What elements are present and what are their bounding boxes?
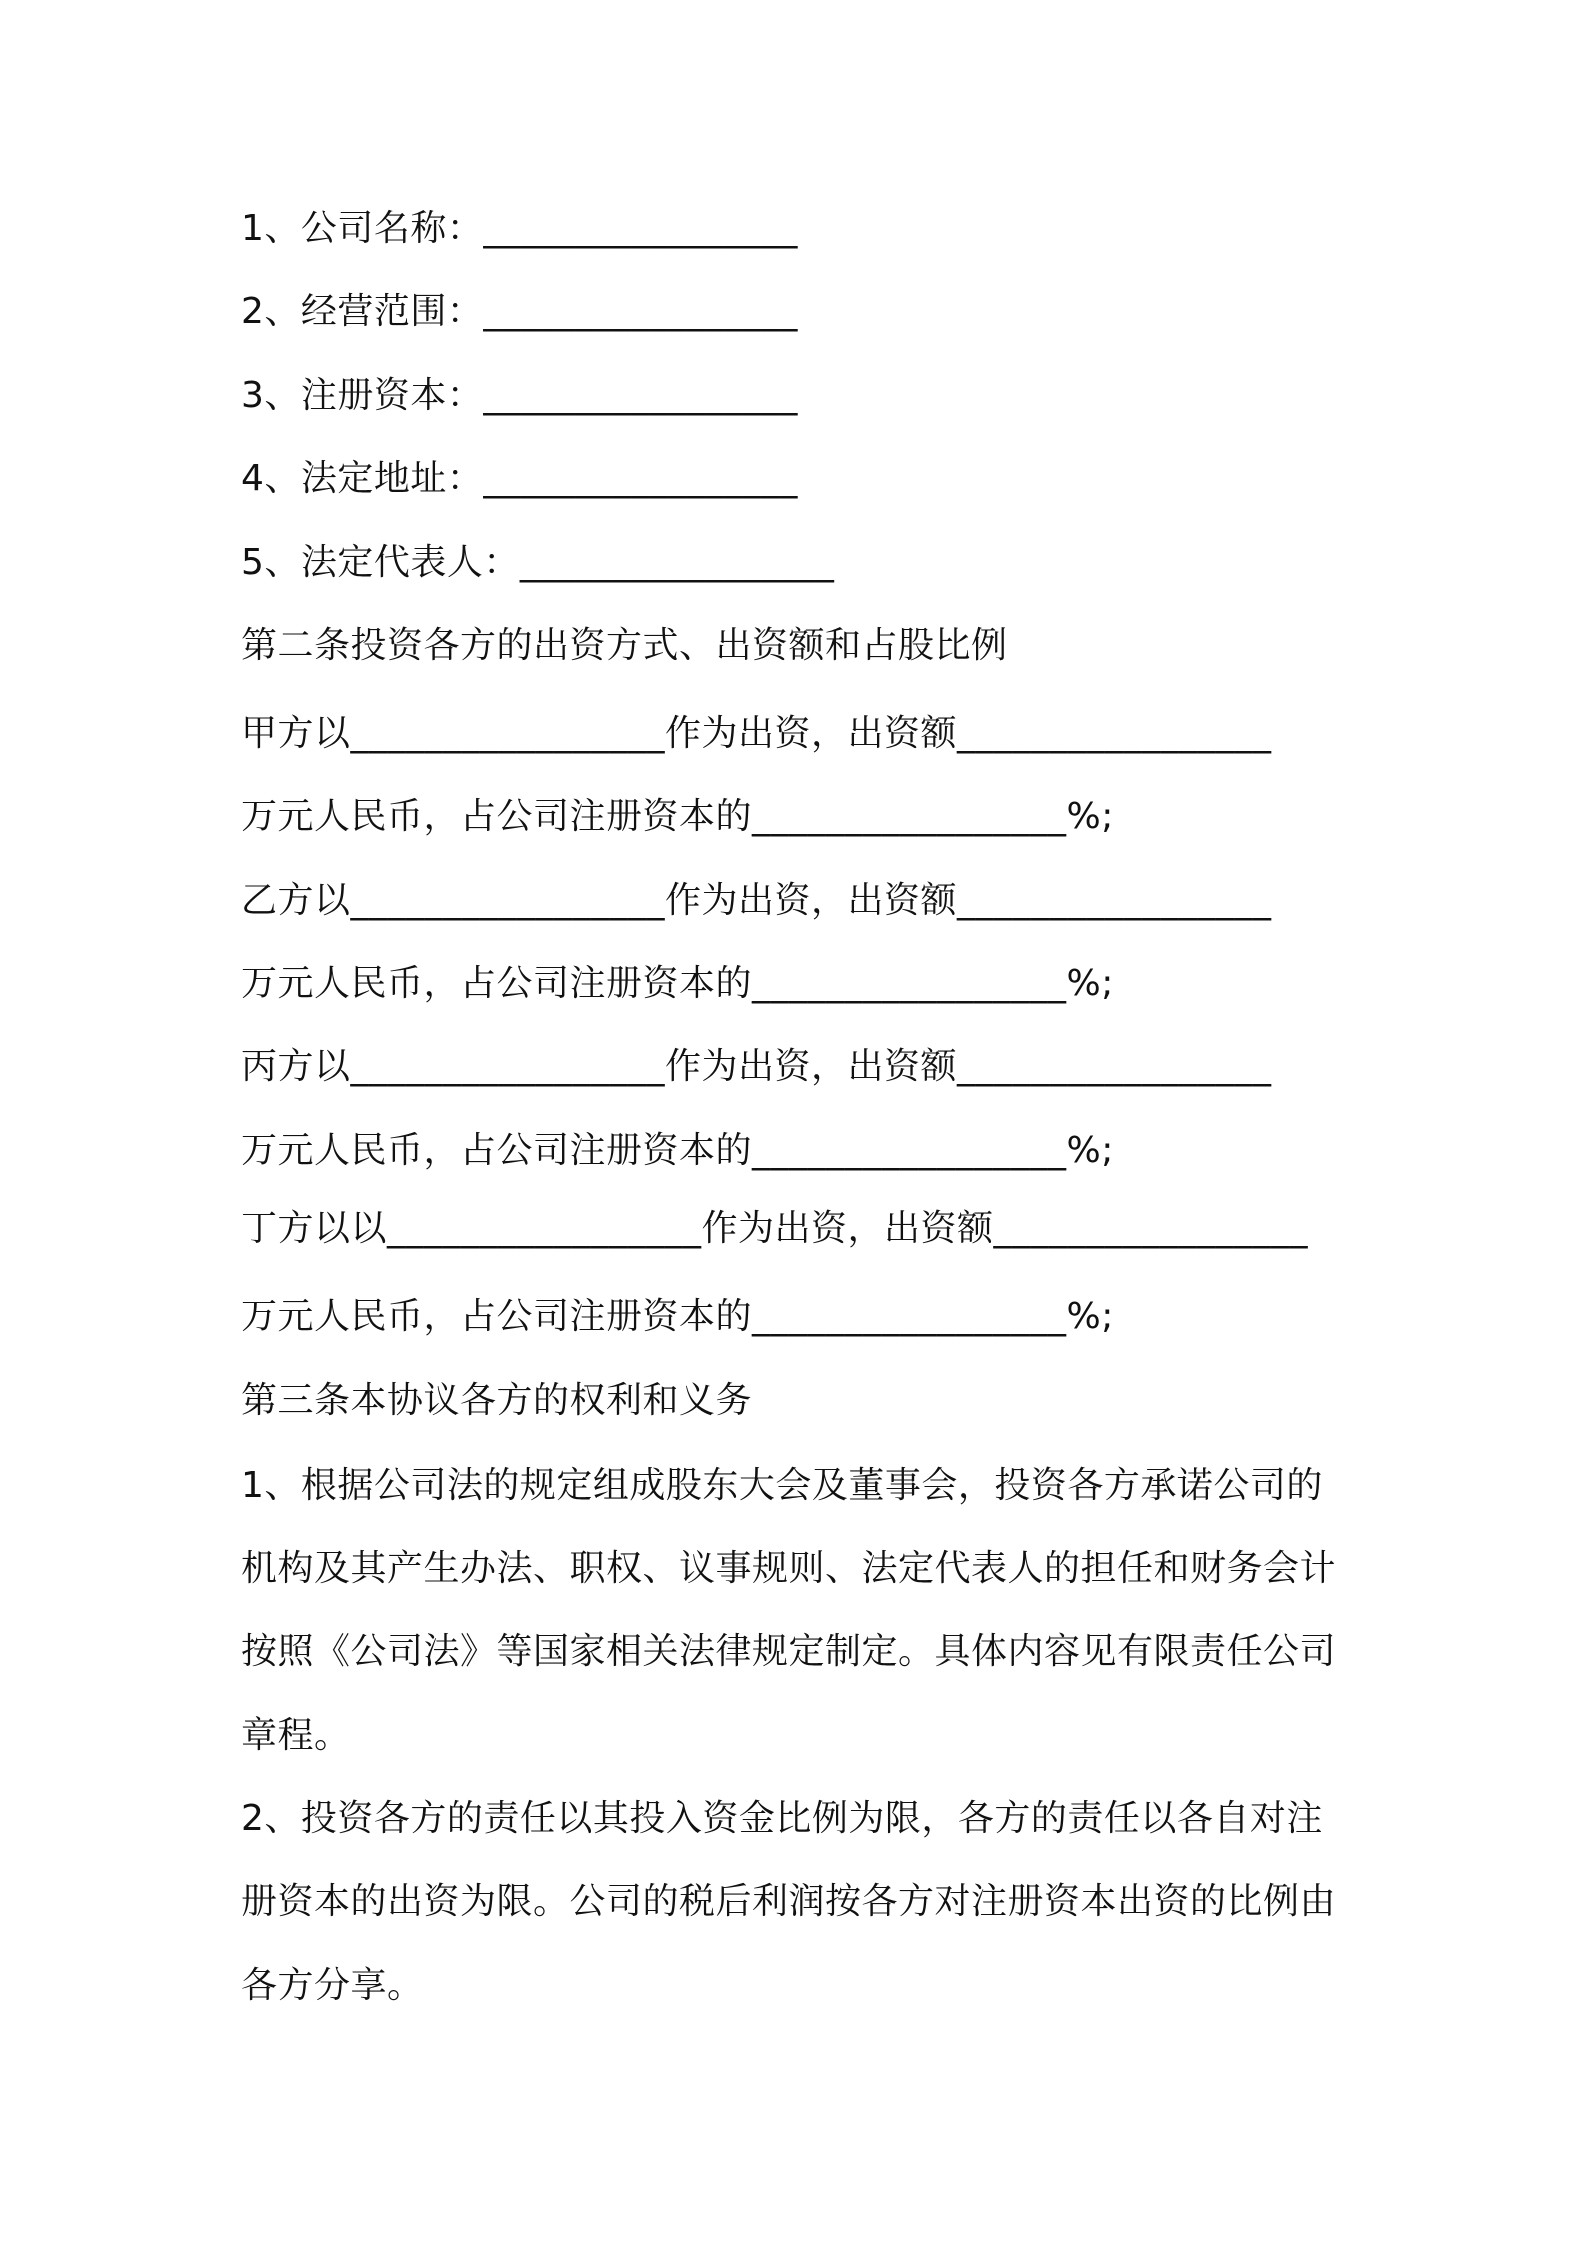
article3-paragraph-line: 1、根据公司法的规定组成股东大会及董事会，投资各方承诺公司的 [241,1465,1323,1506]
article3-paragraph-line: 各方分享。 [241,1965,424,2006]
party-d-contribution-line: 丁方以以_________________作为出资，出资额_________________ [241,1208,1309,1249]
party-d-share-line: 万元人民币，占公司注册资本的_________________%; [241,1296,1114,1337]
article3-heading: 第三条本协议各方的权利和义务 [241,1380,753,1421]
registered-capital-line: 3、注册资本：_________________ [241,375,798,416]
party-c-contribution-line: 丙方以_________________作为出资，出资额_________________ [241,1046,1272,1087]
article2-heading: 第二条投资各方的出资方式、出资额和占股比例 [241,625,1008,666]
party-b-share-line: 万元人民币，占公司注册资本的_________________%; [241,963,1114,1004]
party-b-contribution-line: 乙方以_________________作为出资，出资额_________________ [241,880,1272,921]
party-a-contribution-line: 甲方以_________________作为出资，出资额_________________ [241,713,1272,754]
legal-address-line: 4、法定地址：_________________ [241,458,798,499]
party-c-share-line: 万元人民币，占公司注册资本的_________________%; [241,1130,1114,1171]
business-scope-line: 2、经营范围：_________________ [241,291,798,332]
legal-representative-line: 5、法定代表人：_________________ [241,542,835,583]
article3-paragraph-line: 册资本的出资为限。公司的税后利润按各方对注册资本出资的比例由 [241,1881,1337,1922]
article3-paragraph-line: 机构及其产生办法、职权、议事规则、法定代表人的担任和财务会计 [241,1548,1337,1589]
company-name-line: 1、公司名称：_________________ [241,208,798,249]
article3-paragraph-line: 2、投资各方的责任以其投入资金比例为限，各方的责任以各自对注 [241,1798,1323,1839]
article3-paragraph-line: 按照《公司法》等国家相关法律规定制定。具体内容见有限责任公司 [241,1631,1337,1672]
article3-paragraph-line: 章程。 [241,1715,351,1756]
party-a-share-line: 万元人民币，占公司注册资本的_________________%; [241,796,1114,837]
